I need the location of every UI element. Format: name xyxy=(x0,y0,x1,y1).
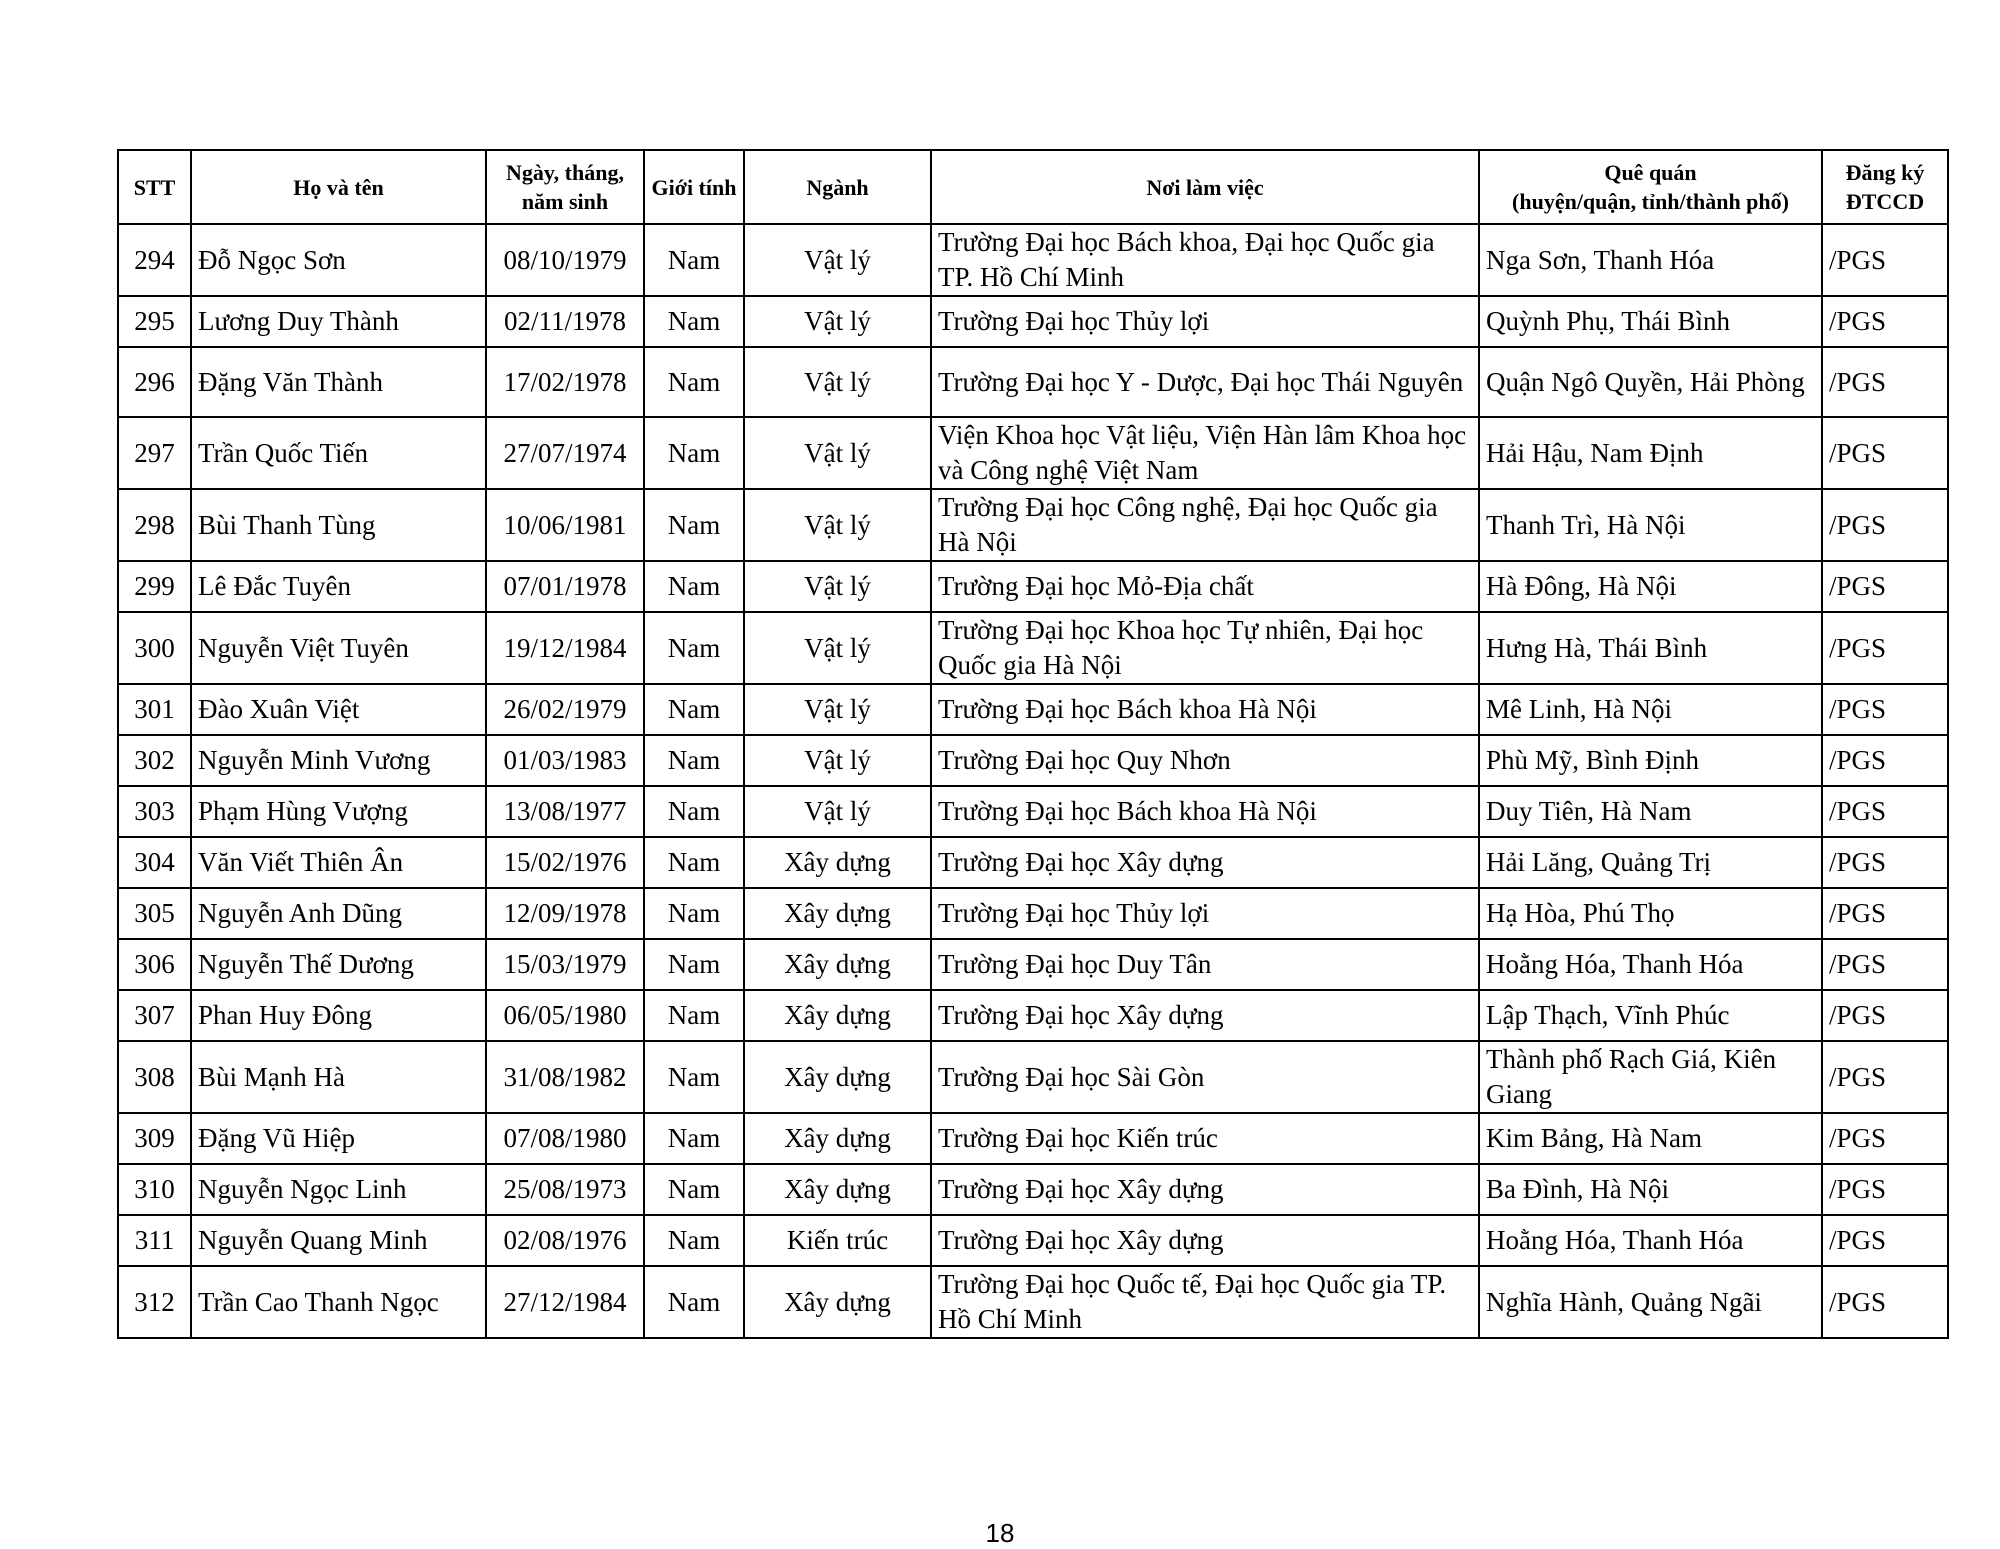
cell-gender: Nam xyxy=(644,1113,744,1164)
table-row xyxy=(118,1113,1948,1164)
header-stt: STT xyxy=(118,150,191,224)
cell-hometown: Hải Lăng, Quảng Trị xyxy=(1479,837,1822,888)
cell-register: /PGS xyxy=(1822,224,1948,296)
cell-register: /PGS xyxy=(1822,1215,1948,1266)
cell-dob: 19/12/1984 xyxy=(486,612,644,684)
cell-workplace: Trường Đại học Công nghệ, Đại học Quốc gia Hà Nội xyxy=(931,489,1479,561)
table-row xyxy=(118,417,1948,489)
cell-stt: 312 xyxy=(118,1266,191,1338)
cell-name: Nguyễn Thế Dương xyxy=(191,939,486,990)
cell-hometown: Hạ Hòa, Phú Thọ xyxy=(1479,888,1822,939)
cell-gender: Nam xyxy=(644,888,744,939)
cell-dob: 31/08/1982 xyxy=(486,1041,644,1113)
table-row xyxy=(118,1164,1948,1215)
cell-dob: 10/06/1981 xyxy=(486,489,644,561)
cell-gender: Nam xyxy=(644,347,744,417)
cell-stt: 311 xyxy=(118,1215,191,1266)
cell-stt: 310 xyxy=(118,1164,191,1215)
cell-hometown: Hoằng Hóa, Thanh Hóa xyxy=(1479,939,1822,990)
table-row xyxy=(118,888,1948,939)
cell-field: Kiến trúc xyxy=(744,1215,931,1266)
cell-hometown: Ba Đình, Hà Nội xyxy=(1479,1164,1822,1215)
cell-field: Vật lý xyxy=(744,786,931,837)
cell-field: Xây dựng xyxy=(744,939,931,990)
cell-hometown: Quỳnh Phụ, Thái Bình xyxy=(1479,296,1822,347)
cell-register: /PGS xyxy=(1822,1164,1948,1215)
cell-stt: 300 xyxy=(118,612,191,684)
cell-stt: 297 xyxy=(118,417,191,489)
cell-dob: 06/05/1980 xyxy=(486,990,644,1041)
cell-hometown: Duy Tiên, Hà Nam xyxy=(1479,786,1822,837)
cell-name: Lương Duy Thành xyxy=(191,296,486,347)
cell-workplace: Trường Đại học Xây dựng xyxy=(931,837,1479,888)
cell-stt: 306 xyxy=(118,939,191,990)
cell-hometown: Phù Mỹ, Bình Định xyxy=(1479,735,1822,786)
cell-name: Đặng Vũ Hiệp xyxy=(191,1113,486,1164)
cell-register: /PGS xyxy=(1822,990,1948,1041)
cell-dob: 08/10/1979 xyxy=(486,224,644,296)
cell-register: /PGS xyxy=(1822,1266,1948,1338)
cell-gender: Nam xyxy=(644,612,744,684)
cell-field: Xây dựng xyxy=(744,990,931,1041)
cell-register: /PGS xyxy=(1822,489,1948,561)
cell-hometown: Hoằng Hóa, Thanh Hóa xyxy=(1479,1215,1822,1266)
cell-hometown: Nga Sơn, Thanh Hóa xyxy=(1479,224,1822,296)
cell-dob: 17/02/1978 xyxy=(486,347,644,417)
header-workplace: Nơi làm việc xyxy=(931,150,1479,224)
cell-dob: 15/02/1976 xyxy=(486,837,644,888)
cell-name: Nguyễn Ngọc Linh xyxy=(191,1164,486,1215)
cell-name: Nguyễn Quang Minh xyxy=(191,1215,486,1266)
cell-workplace: Trường Đại học Kiến trúc xyxy=(931,1113,1479,1164)
header-hometown: Quê quán (huyện/quận, tỉnh/thành phố) xyxy=(1479,150,1822,224)
table-row xyxy=(118,786,1948,837)
cell-name: Trần Cao Thanh Ngọc xyxy=(191,1266,486,1338)
cell-field: Vật lý xyxy=(744,612,931,684)
cell-dob: 13/08/1977 xyxy=(486,786,644,837)
cell-stt: 294 xyxy=(118,224,191,296)
table-row xyxy=(118,837,1948,888)
cell-workplace: Viện Khoa học Vật liệu, Viện Hàn lâm Khoa học và Công nghệ Việt Nam xyxy=(931,417,1479,489)
header-name: Họ và tên xyxy=(191,150,486,224)
table-row xyxy=(118,684,1948,735)
cell-dob: 27/07/1974 xyxy=(486,417,644,489)
cell-gender: Nam xyxy=(644,224,744,296)
cell-register: /PGS xyxy=(1822,837,1948,888)
cell-field: Vật lý xyxy=(744,684,931,735)
cell-field: Xây dựng xyxy=(744,1113,931,1164)
cell-dob: 26/02/1979 xyxy=(486,684,644,735)
cell-register: /PGS xyxy=(1822,888,1948,939)
table-row xyxy=(118,612,1948,684)
cell-register: /PGS xyxy=(1822,561,1948,612)
cell-gender: Nam xyxy=(644,939,744,990)
cell-workplace: Trường Đại học Bách khoa Hà Nội xyxy=(931,684,1479,735)
cell-name: Văn Viết Thiên Ân xyxy=(191,837,486,888)
table-row xyxy=(118,347,1948,417)
cell-register: /PGS xyxy=(1822,1041,1948,1113)
candidate-table xyxy=(117,149,1949,1339)
cell-field: Vật lý xyxy=(744,735,931,786)
header-field: Ngành xyxy=(744,150,931,224)
cell-stt: 301 xyxy=(118,684,191,735)
cell-dob: 25/08/1973 xyxy=(486,1164,644,1215)
cell-gender: Nam xyxy=(644,1215,744,1266)
cell-register: /PGS xyxy=(1822,939,1948,990)
cell-dob: 01/03/1983 xyxy=(486,735,644,786)
cell-workplace: Trường Đại học Y - Dược, Đại học Thái Nguyên xyxy=(931,347,1479,417)
table-row xyxy=(118,561,1948,612)
cell-workplace: Trường Đại học Thủy lợi xyxy=(931,888,1479,939)
cell-register: /PGS xyxy=(1822,296,1948,347)
cell-name: Đào Xuân Việt xyxy=(191,684,486,735)
page-number: 18 xyxy=(985,1518,1015,1548)
table-row xyxy=(118,296,1948,347)
header-gender: Giới tính xyxy=(644,150,744,224)
cell-field: Vật lý xyxy=(744,224,931,296)
cell-hometown: Thành phố Rạch Giá, Kiên Giang xyxy=(1479,1041,1822,1113)
cell-gender: Nam xyxy=(644,786,744,837)
cell-register: /PGS xyxy=(1822,1113,1948,1164)
cell-dob: 12/09/1978 xyxy=(486,888,644,939)
cell-register: /PGS xyxy=(1822,786,1948,837)
cell-workplace: Trường Đại học Mỏ-Địa chất xyxy=(931,561,1479,612)
cell-workplace: Trường Đại học Bách khoa Hà Nội xyxy=(931,786,1479,837)
cell-register: /PGS xyxy=(1822,735,1948,786)
cell-workplace: Trường Đại học Sài Gòn xyxy=(931,1041,1479,1113)
cell-dob: 27/12/1984 xyxy=(486,1266,644,1338)
cell-field: Xây dựng xyxy=(744,837,931,888)
cell-gender: Nam xyxy=(644,990,744,1041)
cell-gender: Nam xyxy=(644,417,744,489)
cell-hometown: Hải Hậu, Nam Định xyxy=(1479,417,1822,489)
cell-stt: 302 xyxy=(118,735,191,786)
cell-stt: 303 xyxy=(118,786,191,837)
cell-dob: 02/08/1976 xyxy=(486,1215,644,1266)
cell-field: Vật lý xyxy=(744,347,931,417)
cell-gender: Nam xyxy=(644,561,744,612)
header-register: Đăng ký ĐTCCD xyxy=(1822,150,1948,224)
cell-register: /PGS xyxy=(1822,612,1948,684)
cell-name: Phan Huy Đông xyxy=(191,990,486,1041)
cell-workplace: Trường Đại học Xây dựng xyxy=(931,1215,1479,1266)
cell-field: Vật lý xyxy=(744,296,931,347)
cell-stt: 295 xyxy=(118,296,191,347)
cell-dob: 07/08/1980 xyxy=(486,1113,644,1164)
cell-stt: 298 xyxy=(118,489,191,561)
cell-gender: Nam xyxy=(644,1266,744,1338)
cell-field: Xây dựng xyxy=(744,1041,931,1113)
table-row xyxy=(118,1266,1948,1338)
cell-hometown: Kim Bảng, Hà Nam xyxy=(1479,1113,1822,1164)
cell-workplace: Trường Đại học Thủy lợi xyxy=(931,296,1479,347)
cell-register: /PGS xyxy=(1822,347,1948,417)
cell-workplace: Trường Đại học Khoa học Tự nhiên, Đại học Quốc gia Hà Nội xyxy=(931,612,1479,684)
cell-name: Đặng Văn Thành xyxy=(191,347,486,417)
cell-name: Bùi Thanh Tùng xyxy=(191,489,486,561)
cell-field: Xây dựng xyxy=(744,1164,931,1215)
cell-field: Xây dựng xyxy=(744,888,931,939)
cell-hometown: Lập Thạch, Vĩnh Phúc xyxy=(1479,990,1822,1041)
cell-field: Xây dựng xyxy=(744,1266,931,1338)
cell-field: Vật lý xyxy=(744,417,931,489)
cell-hometown: Hà Đông, Hà Nội xyxy=(1479,561,1822,612)
cell-workplace: Trường Đại học Quốc tế, Đại học Quốc gia TP. Hồ Chí Minh xyxy=(931,1266,1479,1338)
table-row xyxy=(118,1041,1948,1113)
table-row xyxy=(118,939,1948,990)
table-row xyxy=(118,224,1948,296)
cell-gender: Nam xyxy=(644,1041,744,1113)
cell-workplace: Trường Đại học Xây dựng xyxy=(931,990,1479,1041)
cell-dob: 02/11/1978 xyxy=(486,296,644,347)
table-row xyxy=(118,735,1948,786)
cell-gender: Nam xyxy=(644,735,744,786)
cell-name: Phạm Hùng Vượng xyxy=(191,786,486,837)
cell-name: Nguyễn Minh Vương xyxy=(191,735,486,786)
table-row xyxy=(118,1215,1948,1266)
table-row xyxy=(118,990,1948,1041)
cell-gender: Nam xyxy=(644,296,744,347)
cell-gender: Nam xyxy=(644,837,744,888)
cell-workplace: Trường Đại học Quy Nhơn xyxy=(931,735,1479,786)
cell-register: /PGS xyxy=(1822,684,1948,735)
cell-gender: Nam xyxy=(644,1164,744,1215)
cell-hometown: Hưng Hà, Thái Bình xyxy=(1479,612,1822,684)
cell-stt: 305 xyxy=(118,888,191,939)
cell-name: Đỗ Ngọc Sơn xyxy=(191,224,486,296)
cell-name: Nguyễn Việt Tuyên xyxy=(191,612,486,684)
cell-name: Trần Quốc Tiến xyxy=(191,417,486,489)
cell-hometown: Nghĩa Hành, Quảng Ngãi xyxy=(1479,1266,1822,1338)
cell-stt: 296 xyxy=(118,347,191,417)
cell-stt: 299 xyxy=(118,561,191,612)
cell-dob: 07/01/1978 xyxy=(486,561,644,612)
cell-field: Vật lý xyxy=(744,561,931,612)
cell-stt: 308 xyxy=(118,1041,191,1113)
cell-hometown: Thanh Trì, Hà Nội xyxy=(1479,489,1822,561)
cell-name: Nguyễn Anh Dũng xyxy=(191,888,486,939)
cell-hometown: Mê Linh, Hà Nội xyxy=(1479,684,1822,735)
table-row xyxy=(118,489,1948,561)
cell-hometown: Quận Ngô Quyền, Hải Phòng xyxy=(1479,347,1822,417)
cell-workplace: Trường Đại học Xây dựng xyxy=(931,1164,1479,1215)
cell-name: Bùi Mạnh Hà xyxy=(191,1041,486,1113)
header-row xyxy=(118,150,1948,224)
cell-field: Vật lý xyxy=(744,489,931,561)
cell-workplace: Trường Đại học Bách khoa, Đại học Quốc gia TP. Hồ Chí Minh xyxy=(931,224,1479,296)
cell-gender: Nam xyxy=(644,489,744,561)
cell-stt: 307 xyxy=(118,990,191,1041)
cell-register: /PGS xyxy=(1822,417,1948,489)
cell-gender: Nam xyxy=(644,684,744,735)
cell-name: Lê Đắc Tuyên xyxy=(191,561,486,612)
cell-stt: 309 xyxy=(118,1113,191,1164)
cell-workplace: Trường Đại học Duy Tân xyxy=(931,939,1479,990)
cell-stt: 304 xyxy=(118,837,191,888)
cell-dob: 15/03/1979 xyxy=(486,939,644,990)
header-dob: Ngày, tháng, năm sinh xyxy=(486,150,644,224)
